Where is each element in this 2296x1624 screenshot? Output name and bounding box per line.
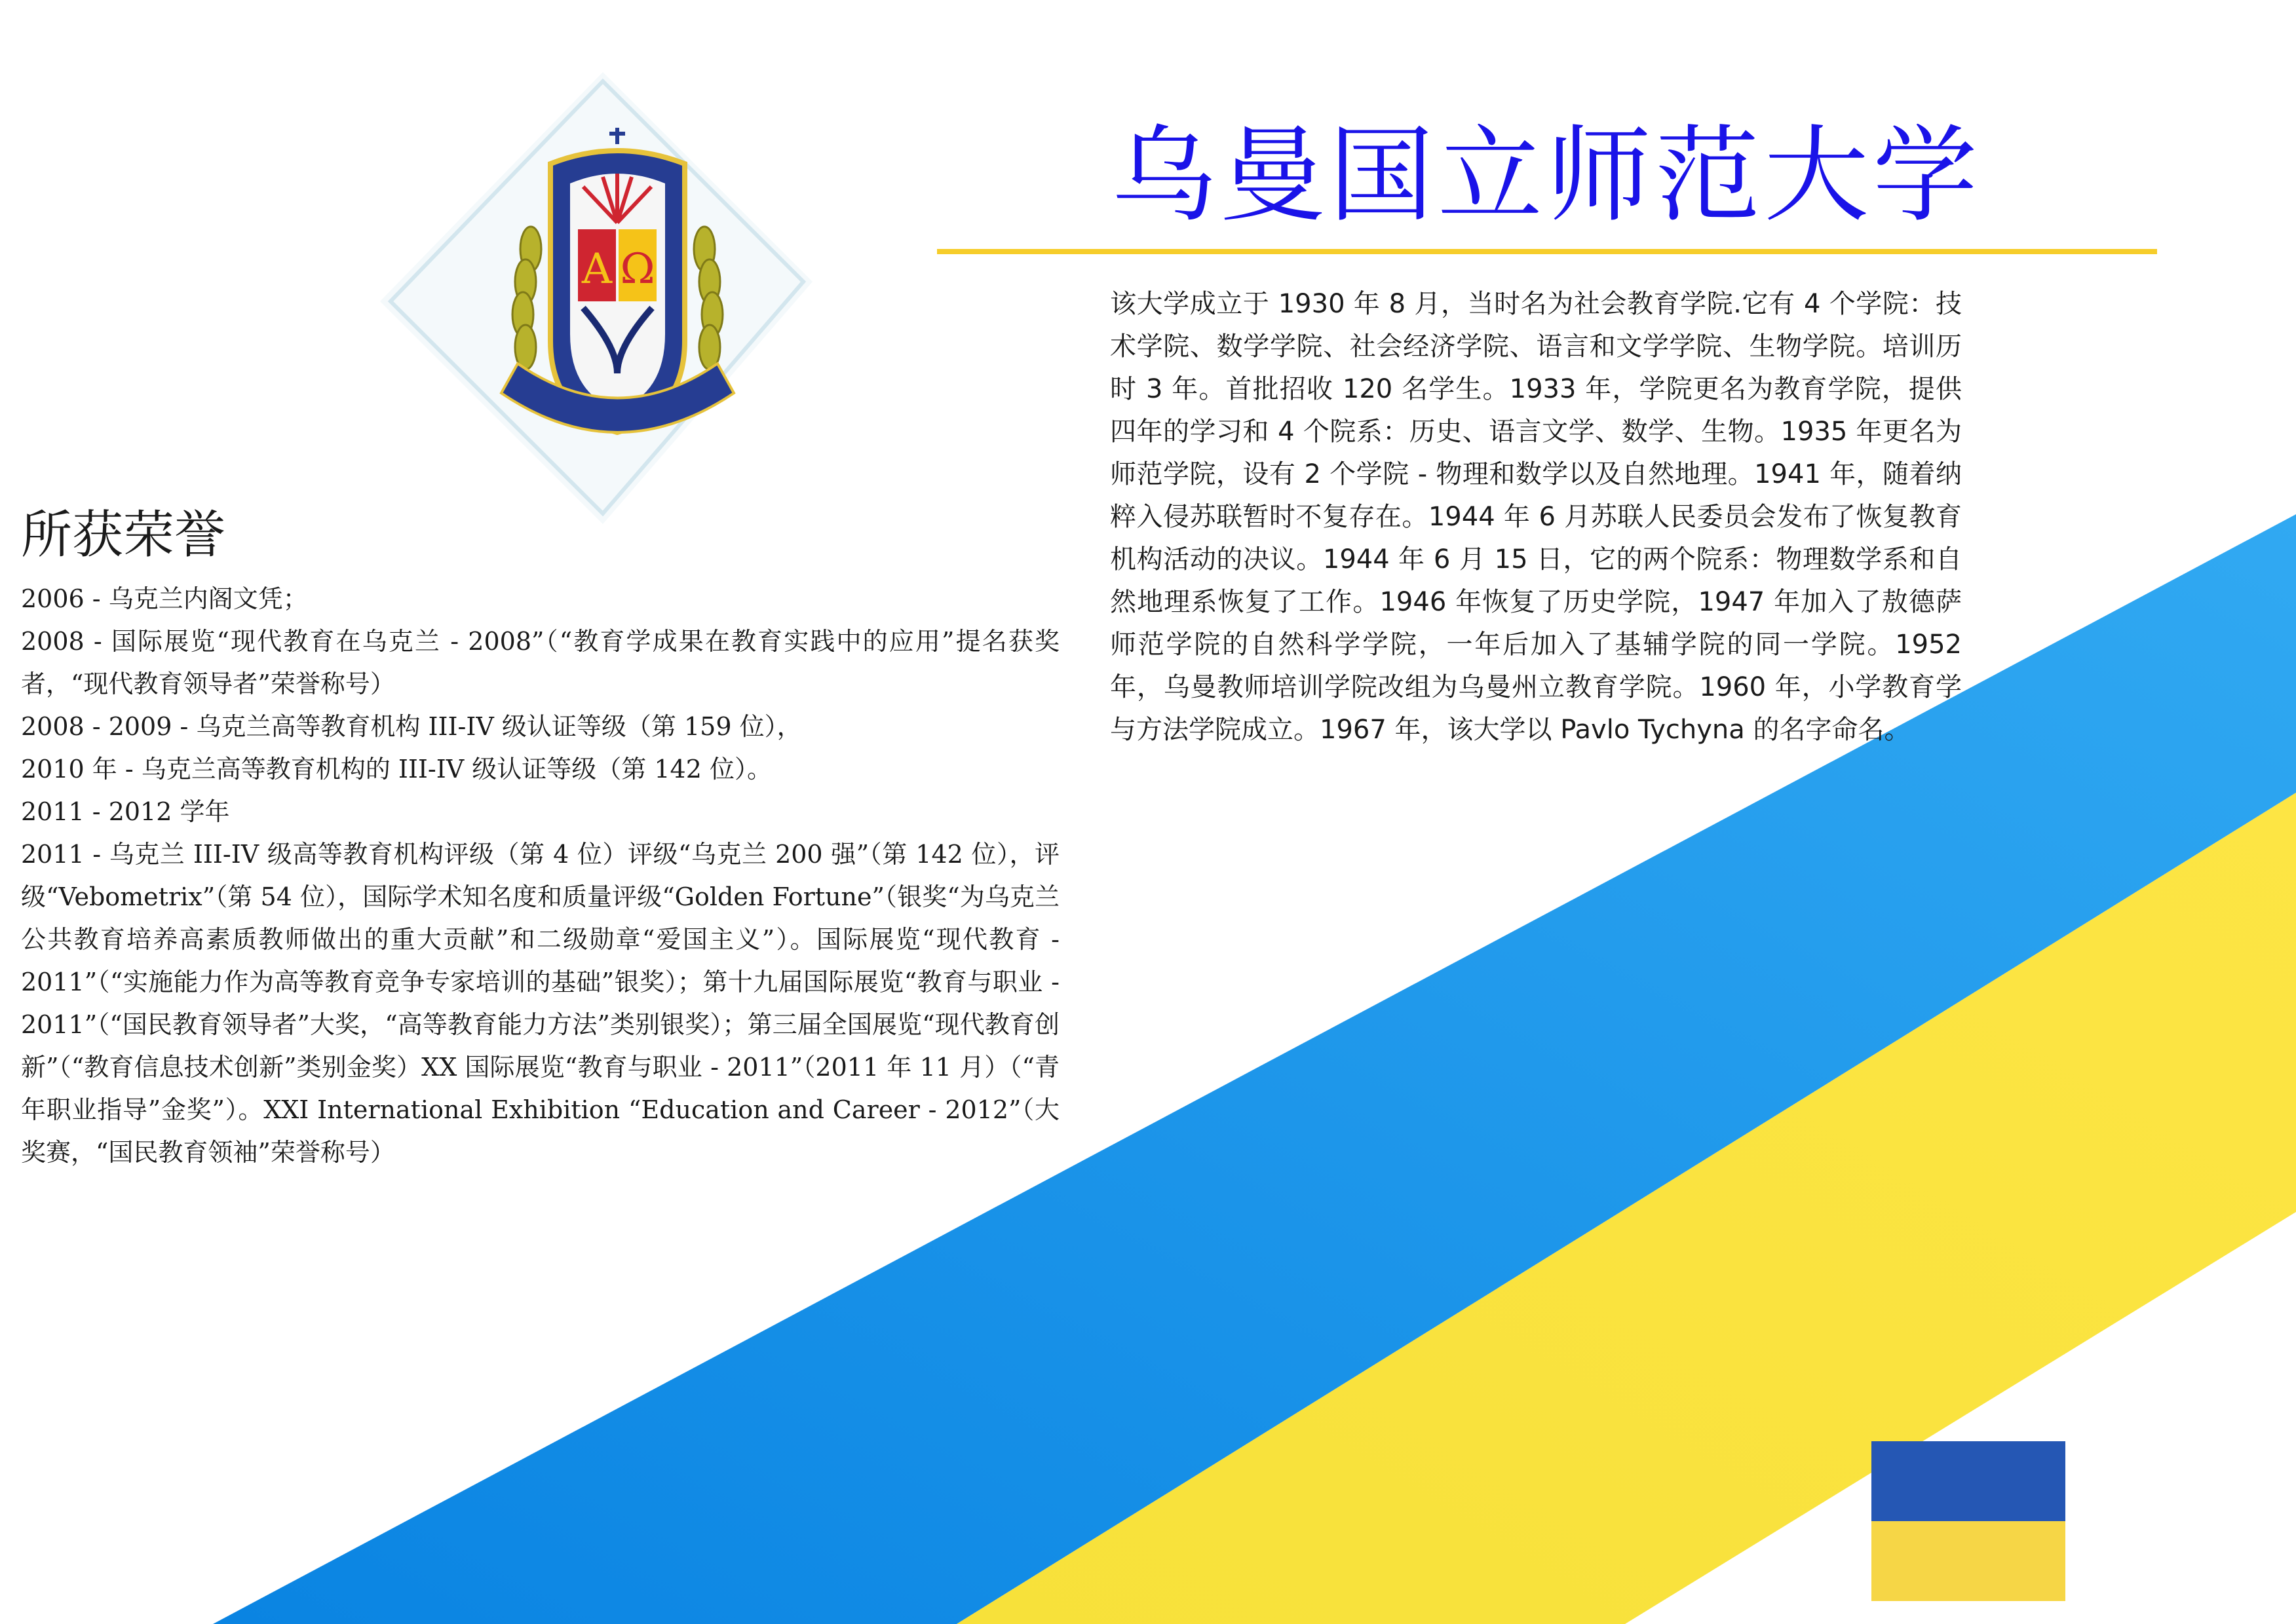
honors-item: 2008 - 2009 - 乌克兰高等教育机构 III-IV 级认证等级（第 159 位）， [21, 712, 802, 741]
title-underline [937, 249, 2157, 254]
ukraine-flag-icon [1871, 1441, 2065, 1601]
honors-item: 2008 - 国际展览“现代教育在乌克兰 - 2008”（“教育学成果在教育实践中的应用”提名获奖者，“现代教育领导者”荣誉称号） [21, 627, 1060, 698]
svg-text:Α: Α [581, 245, 613, 293]
honors-item: 2006 - 乌克兰内阁文凭； [21, 584, 308, 613]
honors-heading: 所获荣誉 [21, 506, 226, 565]
honors-item: 2011 - 乌克兰 III-IV 级高等教育机构评级（第 4 位）评级“乌克兰 200 强”（第 142 位），评级“Vebometrix”（第 54 位），国际学术知名度和质量评级“Golden Fortune”（银奖“为乌克兰公共教育培养高素质教师做出的重大贡献”和二级勋章“爱国主义”）。国际展览“现代教育 - 2011”（“实施能力作为高等教育竞争专家培训的基础”银奖）；第十九届国际展览“教育与职业 - 2011”（“国民教育领导者”大奖，“高等教育能力方法”类别银奖）；第三届全国展览“现代教育创新”（“教育信息技术创新”类别金奖）XX 国际展览“教育与职业 - 2011”（2011 年 11 月）（“青年职业指导”金奖”）。XXI International Exhibition “Education and Career - 2012”（大奖赛，“国民教育领袖”荣誉称号） [21, 840, 1060, 1167]
university-crest-icon [354, 66, 826, 537]
university-history-text: 该大学成立于 1930 年 8 月，当时名为社会教育学院.它有 4 个学院：技术学院、数学学院、社会经济学院、语言和文学学院、生物学院。培训历时 3 年。首批招收 120 名学生。1933 年，学院更名为教育学院，提供四年的学习和 4 个院系：历史、语言文学、数学、生物。1935 年更名为师范学院，设有 2 个学院 - 物理和数学以及自然地理。1941 年，随着纳粹入侵苏联暂时不复存在。1944 年 6 月苏联人民委员会发布了恢复教育机构活动的决议。1944 年 6 月 15 日，它的两个院系：物理数学系和自然地理系恢复了工作。1946 年恢复了历史学院，1947 年加入了敖德萨师范学院的自然科学学院，一年后加入了基辅学院的同一学院。1952 年，乌曼教师培训学院改组为乌曼州立教育学院。1960 年，小学教育学与方法学院成立。1967 年，该大学以 Pavlo Tychyna 的名字命名。 [1110, 289, 1962, 745]
flag-blue-stripe [1871, 1441, 2065, 1521]
page-title: 乌曼国立师范大学 [1111, 114, 1981, 236]
honors-item: 2010 年 - 乌克兰高等教育机构的 III-IV 级认证等级（第 142 位）。 [21, 755, 772, 784]
honors-list [21, 578, 1060, 1174]
honors-item: 2011 - 2012 学年 [21, 797, 230, 826]
svg-text:Ω: Ω [620, 245, 655, 293]
flag-yellow-stripe [1871, 1521, 2065, 1601]
